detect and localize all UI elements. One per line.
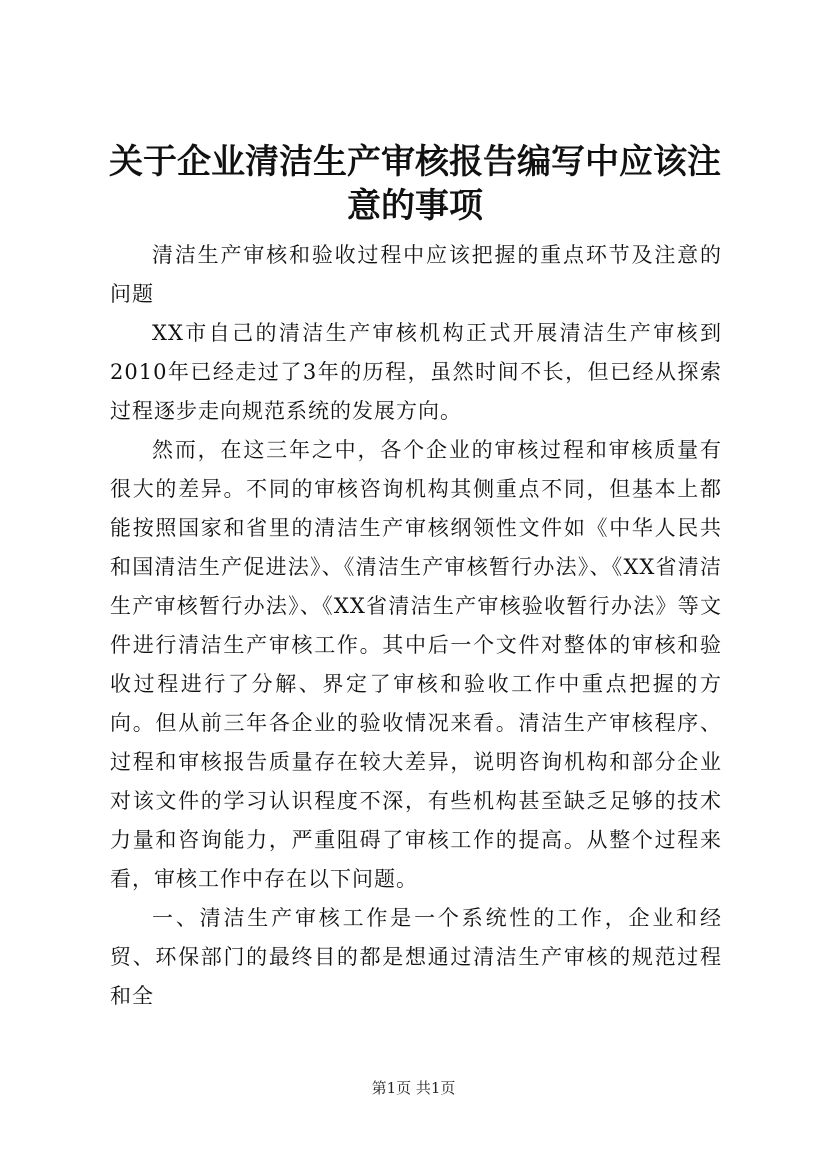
page-footer: 第1页 共1页: [371, 1079, 456, 1097]
paragraph-3: 然而，在这三年之中，各个企业的审核过程和审核质量有很大的差异。不同的审核咨询机构其侧重点不同，但基本上都能按照国家和省里的清洁生产审核纲领性文件如《中华人民共和国清洁生产促进法》、《清洁生产审核暂行办法》、《XX省清洁生产审核暂行办法》、《XX省清洁生产审核验收暂行办法》等文件进行清洁生产审核工作。其中后一个文件对整体的审核和验收过程进行了分解、界定了审核和验收工作中重点把握的方向。但从前三年各企业的验收情况来看。清洁生产审核程序、过程和审核报告质量存在较大差异，说明咨询机构和部分企业对该文件的学习认识程度不深，有些机构甚至缺乏足够的技术力量和咨询能力，严重阻碍了审核工作的提高。从整个过程来看，审核工作中存在以下问题。: [110, 438, 722, 891]
paragraph-4: 一、清洁生产审核工作是一个系统性的工作，企业和经贸、环保部门的最终目的都是想通过清洁生产审核的规范过程和全: [110, 906, 722, 1008]
paragraph-1: 清洁生产审核和验收过程中应该把握的重点环节及注意的问题: [110, 243, 722, 306]
document-body: [110, 236, 722, 1016]
paragraph-2: XX市自己的清洁生产审核机构正式开展清洁生产审核到2010年已经走过了3年的历程，虽然时间不长，但已经从探索过程逐步走向规范系统的发展方向。: [110, 321, 722, 423]
document-title: 关于企业清洁生产审核报告编写中应该注意的事项: [109, 142, 721, 226]
